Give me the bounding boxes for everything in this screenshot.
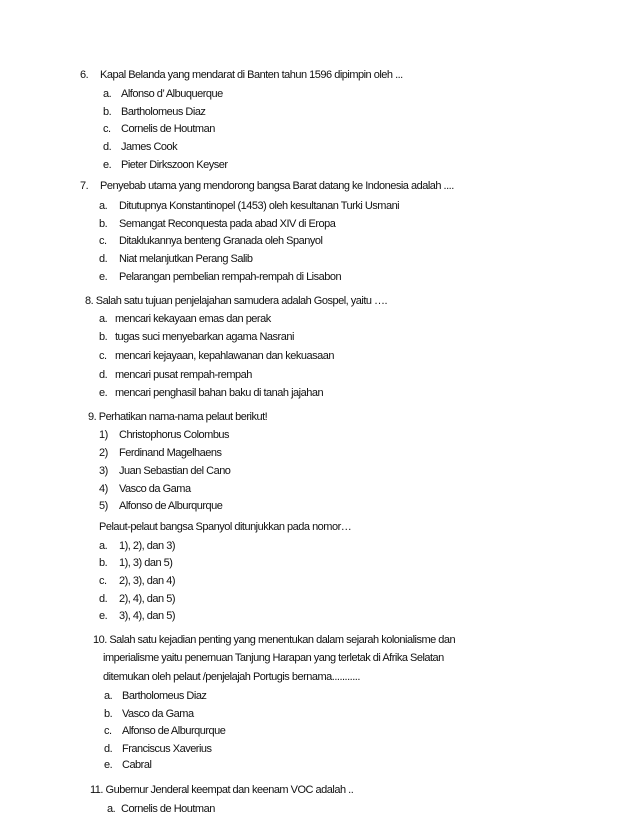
q6-number: 6. — [80, 69, 89, 82]
q8-stem: 8. Salah satu tujuan penjelajahan samudera adalah Gospel, yaitu …. — [85, 294, 388, 307]
q10-stem-line-3: ditemukan oleh pelaut /penjelajah Portugis bernama........... — [103, 671, 360, 684]
q7-stem: Penyebab utama yang mendorong bangsa Barat datang ke Indonesia adalah .... — [100, 180, 454, 193]
q10-stem-line-2: imperialisme yaitu penemuan Tanjung Harapan yang terletak di Afrika Selatan — [103, 652, 444, 665]
q6-stem: Kapal Belanda yang mendarat di Banten tahun 1596 dipimpin oleh ... — [100, 69, 403, 82]
q9-stem: 9. Perhatikan nama-nama pelaut berikut! — [88, 410, 268, 423]
q10-stem-line-1: 10. Salah satu kejadian penting yang menentukan dalam sejarah kolonialisme dan — [93, 633, 456, 646]
q11-stem: 11. Gubernur Jenderal keempat dan keenam VOC adalah .. — [90, 784, 354, 796]
q7-number: 7. — [80, 180, 89, 193]
q9-prompt: Pelaut-pelaut bangsa Spanyol ditunjukkan pada nomor… — [99, 520, 352, 533]
